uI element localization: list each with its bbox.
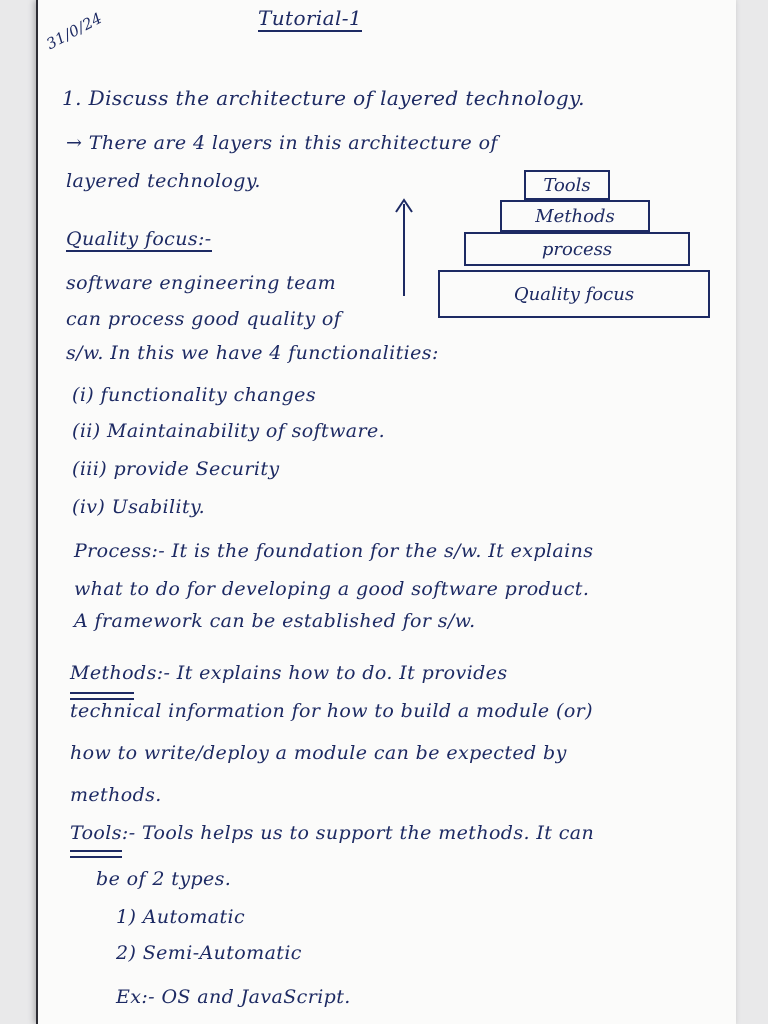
answer-line-2: layered technology.	[66, 170, 261, 192]
tools-line-2: be of 2 types.	[96, 868, 232, 890]
methods-line-4: methods.	[70, 784, 162, 806]
tools-underline	[70, 850, 122, 858]
process-line-2: what to do for developing a good software product.	[74, 578, 590, 600]
functionality-item-1: (i) functionality changes	[72, 384, 316, 406]
functionality-item-4: (iv) Usability.	[72, 496, 206, 518]
functionality-item-3: (iii) provide Security	[72, 458, 280, 480]
notebook-page	[36, 0, 736, 1024]
margin-line	[36, 0, 38, 1024]
process-line-1: Process:- It is the foundation for the s/w. It explains	[74, 540, 594, 562]
question-text: 1. Discuss the architecture of layered technology.	[62, 86, 585, 110]
methods-underline	[70, 692, 134, 700]
methods-line-1: Methods:- It explains how to do. It provides	[70, 662, 508, 684]
tools-example: Ex:- OS and JavaScript.	[116, 986, 351, 1008]
layer-tools-label: Tools	[543, 174, 591, 196]
methods-line-3: how to write/deploy a module can be expected by	[70, 742, 567, 764]
tools-type-2: 2) Semi-Automatic	[116, 942, 302, 964]
page-title: Tutorial-1	[258, 6, 363, 30]
quality-focus-line-2: can process good quality of	[66, 308, 342, 330]
quality-focus-line-3: s/w. In this we have 4 functionalities:	[66, 342, 439, 364]
layer-process	[464, 232, 690, 266]
layer-process-label: process	[541, 238, 613, 260]
functionality-item-2: (ii) Maintainability of software.	[72, 420, 386, 442]
answer-line-1: → There are 4 layers in this architecture of	[66, 132, 498, 154]
tools-type-1: 1) Automatic	[116, 906, 246, 928]
methods-line-2: technical information for how to build a module (or)	[70, 700, 593, 722]
layer-quality-focus	[438, 270, 710, 318]
layer-methods	[500, 200, 650, 232]
layer-quality-focus-label: Quality focus	[513, 283, 635, 305]
layer-methods-label: Methods	[535, 205, 615, 227]
date: 31/0/24	[43, 8, 106, 54]
process-line-3: A framework can be established for s/w.	[74, 610, 476, 632]
tools-line-1: Tools:- Tools helps us to support the methods. It can	[70, 822, 595, 844]
layer-tools	[524, 170, 610, 200]
arrow-up-icon	[392, 196, 416, 300]
quality-focus-heading: Quality focus:-	[66, 228, 212, 250]
quality-focus-line-1: software engineering team	[66, 272, 337, 294]
